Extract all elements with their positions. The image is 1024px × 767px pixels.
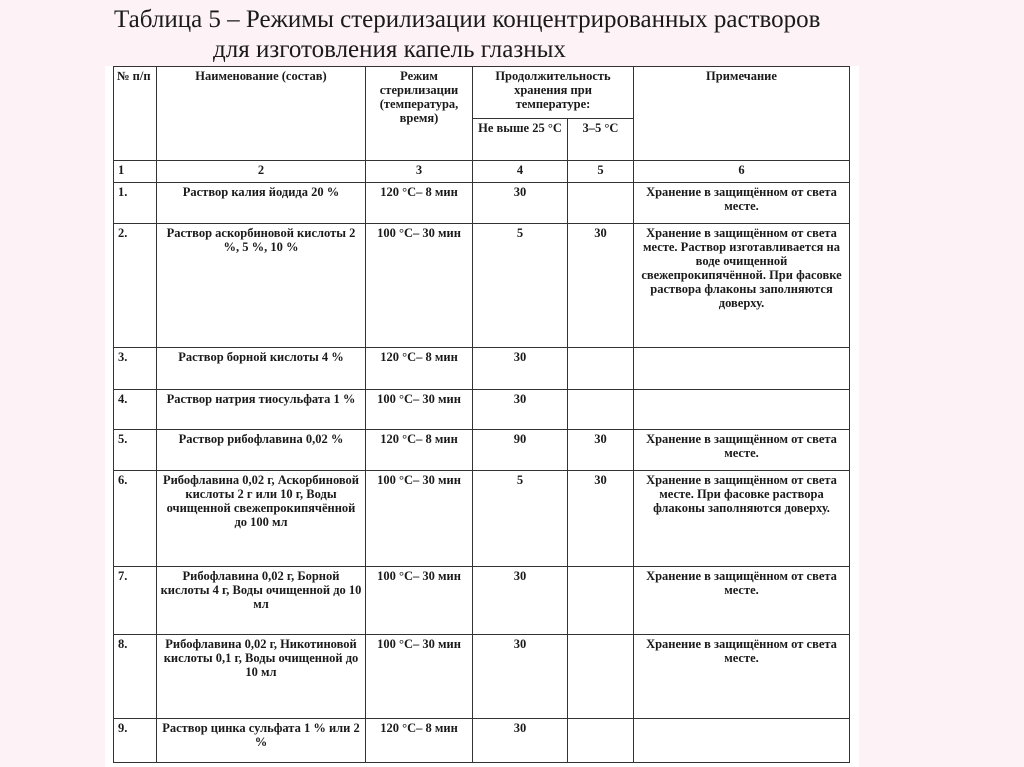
- row-note: Хранение в защищённом от света месте. Раствор изготавливается на воде очищенной свежепрокипячённой. При фасовке раствора флаконы заполняются доверху.: [634, 224, 850, 348]
- row-num: 2.: [114, 224, 157, 348]
- row-storage-25: 30: [473, 348, 568, 390]
- document-sheet: [105, 66, 859, 767]
- table-row: [114, 567, 850, 635]
- table-row: [114, 635, 850, 719]
- row-name: Рибофлавина 0,02 г, Борной кислоты 4 г, Воды очищенной до 10 мл: [157, 567, 366, 635]
- row-storage-25: 90: [473, 430, 568, 471]
- header-mode: Режим стерилизации (температура, время): [366, 67, 473, 161]
- title-line-1: Таблица 5 – Режимы стерилизации концентрированных растворов: [114, 6, 821, 33]
- row-storage-25: 30: [473, 719, 568, 763]
- row-storage-25: 30: [473, 183, 568, 224]
- col-number-5: 5: [568, 161, 634, 183]
- row-storage-25: 30: [473, 635, 568, 719]
- row-mode: 120 °C– 8 мин: [366, 430, 473, 471]
- row-name: Раствор натрия тиосульфата 1 %: [157, 390, 366, 430]
- row-num: 3.: [114, 348, 157, 390]
- row-mode: 100 °C– 30 мин: [366, 390, 473, 430]
- table-row: [114, 390, 850, 430]
- table-row: [114, 430, 850, 471]
- row-storage-35: 30: [568, 430, 634, 471]
- row-mode: 120 °C– 8 мин: [366, 183, 473, 224]
- row-name: Рибофлавина 0,02 г, Никотиновой кислоты 0,1 г, Воды очищенной до 10 мл: [157, 635, 366, 719]
- table-row: [114, 471, 850, 567]
- col-number-4: 4: [473, 161, 568, 183]
- row-storage-35: [568, 567, 634, 635]
- row-storage-35: [568, 183, 634, 224]
- row-note: Хранение в защищённом от света месте. При фасовке раствора флаконы заполняются доверху.: [634, 471, 850, 567]
- row-mode: 120 °C– 8 мин: [366, 719, 473, 763]
- row-storage-35: [568, 348, 634, 390]
- row-storage-35: [568, 390, 634, 430]
- row-num: 6.: [114, 471, 157, 567]
- row-name: Раствор борной кислоты 4 %: [157, 348, 366, 390]
- header-name: Наименование (состав): [157, 67, 366, 161]
- row-storage-25: 5: [473, 471, 568, 567]
- row-mode: 120 °C– 8 мин: [366, 348, 473, 390]
- title-line-2: для изготовления капель глазных: [213, 36, 566, 63]
- row-storage-25: 5: [473, 224, 568, 348]
- header-num: № п/п: [114, 67, 157, 161]
- row-storage-35: 30: [568, 224, 634, 348]
- row-name: Раствор цинка сульфата 1 % или 2 %: [157, 719, 366, 763]
- row-note: Хранение в защищённом от света месте.: [634, 430, 850, 471]
- row-name: Раствор калия йодида 20 %: [157, 183, 366, 224]
- row-storage-25: 30: [473, 390, 568, 430]
- header-storage-35: 3–5 °C: [568, 119, 634, 161]
- col-number-6: 6: [634, 161, 850, 183]
- table-row: [114, 224, 850, 348]
- sterilization-table: [113, 66, 850, 763]
- row-mode: 100 °C– 30 мин: [366, 635, 473, 719]
- row-name: Рибофлавина 0,02 г, Аскорбиновой кислоты 2 г или 10 г, Воды очищенной свежепрокипячённой до 100 мл: [157, 471, 366, 567]
- header-storage: Продолжительность хранения при температуре:: [473, 67, 634, 119]
- row-note: [634, 719, 850, 763]
- row-note: Хранение в защищённом от света месте.: [634, 183, 850, 224]
- header-storage-25: Не выше 25 °C: [473, 119, 568, 161]
- table-row: [114, 183, 850, 224]
- table-row: [114, 348, 850, 390]
- header-note: Примечание: [634, 67, 850, 161]
- row-mode: 100 °C– 30 мин: [366, 224, 473, 348]
- row-num: 8.: [114, 635, 157, 719]
- row-storage-35: 30: [568, 471, 634, 567]
- row-note: Хранение в защищённом от света месте.: [634, 635, 850, 719]
- row-note: Хранение в защищённом от света месте.: [634, 567, 850, 635]
- column-number-row: [114, 161, 850, 183]
- row-num: 7.: [114, 567, 157, 635]
- row-storage-35: [568, 635, 634, 719]
- row-storage-25: 30: [473, 567, 568, 635]
- row-num: 1.: [114, 183, 157, 224]
- slide-title: [0, 6, 1024, 66]
- row-name: Раствор аскорбиновой кислоты 2 %, 5 %, 10 %: [157, 224, 366, 348]
- row-num: 9.: [114, 719, 157, 763]
- row-mode: 100 °C– 30 мин: [366, 471, 473, 567]
- row-num: 4.: [114, 390, 157, 430]
- row-note: [634, 390, 850, 430]
- col-number-2: 2: [157, 161, 366, 183]
- row-note: [634, 348, 850, 390]
- table-row: [114, 719, 850, 763]
- col-number-3: 3: [366, 161, 473, 183]
- row-name: Раствор рибофлавина 0,02 %: [157, 430, 366, 471]
- row-storage-35: [568, 719, 634, 763]
- row-num: 5.: [114, 430, 157, 471]
- row-mode: 100 °C– 30 мин: [366, 567, 473, 635]
- col-number-1: 1: [114, 161, 157, 183]
